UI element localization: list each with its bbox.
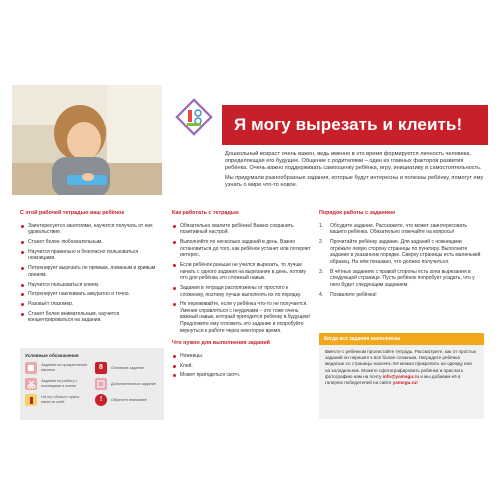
tip-heading: Когда все задания выполнены	[319, 333, 484, 345]
tip-body	[319, 345, 484, 390]
step-text: Прочитайте ребёнку задание. Для заданий с ножницами отрежьте левую сторону страницы по пунктиру. Выполните задание в указанном порядке. Сверху страницы есть маленький образец. На нём показано, что должно получиться.	[330, 238, 481, 265]
steps-list	[319, 223, 484, 299]
list-item: Потренирует наклеивать аккуратно и точно.	[20, 291, 162, 298]
legend-item	[25, 394, 89, 406]
steps-column	[319, 210, 484, 301]
list-item: Ножницы.	[172, 353, 312, 360]
list-item: Разовьёт глазомер.	[20, 301, 162, 308]
list-item: Научится пользоваться клеем.	[20, 282, 162, 289]
howto-column	[172, 210, 312, 382]
list-item: Станет более любознательным.	[20, 239, 162, 246]
list-item	[319, 292, 484, 299]
benefits-column	[20, 210, 162, 327]
list-item	[319, 223, 484, 236]
list-item: Научится правильно и безопасно пользоваться ножницами.	[20, 249, 162, 262]
attention-icon: !	[95, 394, 107, 406]
list-item: Если ребёнок раньше не учился вырезать, то лучше начать с одного задания на вырезание в день, потому что для ребёнка это сложный навык.	[172, 262, 312, 282]
benefits-heading: С этой рабочей тетрадью ваш ребёнок	[20, 210, 125, 216]
list-item: Станет более внимательным, научится концентрироваться на задании.	[20, 311, 162, 324]
needs-list	[172, 353, 312, 379]
child-photo	[12, 85, 162, 195]
list-item: Потренирует вырезать по прямым, ломаным и кривым линиям.	[20, 265, 162, 278]
list-item	[319, 239, 484, 265]
page-title: Я могу вырезать и клеить!	[234, 115, 463, 134]
step-number: 1.	[319, 222, 324, 229]
howto-list	[172, 223, 312, 335]
legend-box	[20, 348, 164, 420]
step-number: 3.	[319, 268, 324, 275]
step-text: В чётных заданиях с правой стороны есть зона вырезания в следующей странице. Пусть ребёнок попробует угадать, что у него будет следующим заданием.	[330, 268, 475, 288]
tip-text: и мы добавим её в галерею победителей на сайте	[325, 373, 461, 386]
step-number: 4.	[319, 291, 324, 298]
glue-icon	[25, 394, 37, 406]
list-item: Выполняйте по несколько заданий в день. Важно остановиться до того, как ребёнок устанет или потеряет интерес.	[172, 239, 312, 259]
list-item	[319, 269, 484, 289]
scissors-glue-logo-icon	[174, 97, 214, 137]
intro-paragraph: Мы придумали разнообразные задания, которые будут интересны и полезны ребёнку, помогут ему узнать о мире что-то новое.	[225, 174, 484, 188]
step-text: Обсудите задание. Расскажите, что может заинтересовать вашего ребёнка. Обязательно отвечайте на вопросы!	[330, 222, 468, 236]
title-banner	[222, 105, 488, 145]
step-number: 2.	[319, 238, 324, 245]
legend-grid	[25, 362, 159, 406]
legend-item	[95, 378, 159, 390]
tip-text: Можете сфотографировать ребёнка и прислать фотографию нам на почту	[325, 367, 464, 379]
legend-label: Основное задание	[111, 365, 144, 370]
sticker-icon	[25, 362, 37, 374]
legend-label: Обратите внимание!	[111, 397, 148, 402]
main-task-icon: 8	[95, 362, 107, 374]
tip-text: Наградите ребёнка медалью со страницы наклеек. Её можно прикрепить на одежду или на холодильник.	[325, 355, 472, 373]
tip-text: Вместе с ребёнком пролистайте тетрадь. Рассмотрите, как от простых заданий он перешёл к всё более сложным.	[325, 349, 477, 361]
list-item: Не переживайте, если у ребёнка что-то не получается. Умение справляться с неудачами – это тоже очень важный навык, который пригодится ребёнку в будущем! Предложите ему отложить это задание и попробуйте вернуться к работе через некоторое время.	[172, 301, 312, 334]
list-item: Клей.	[172, 363, 312, 370]
legend-label: На эту область нужно нанести клей	[41, 395, 80, 404]
intro-paragraph: Дошкольный возраст очень важен, ведь именно в это время формируется личность человека, определяющая его будущее. Общение с родителями – один из главных факторов развития ребёнка. Очень важно поддерживать самооценку ребёнка, игру, инициативу и самостоятельность.	[225, 151, 482, 172]
legend-item	[95, 362, 159, 374]
legend-title: Условные обозначения	[25, 353, 79, 358]
step-text: Похвалите ребёнка!	[330, 291, 377, 298]
benefits-list	[20, 223, 162, 324]
legend-label: Дополнительное задание	[111, 381, 157, 386]
intro-text	[225, 151, 487, 189]
email-link[interactable]: info@yamogu.ru	[382, 373, 420, 379]
list-item: Может пригодиться скотч.	[172, 372, 312, 379]
workbook-page	[12, 85, 488, 419]
legend-label: Задание на прикрепление наклеек	[41, 363, 88, 372]
scissors-icon	[25, 378, 37, 390]
extra-task-icon	[95, 378, 107, 390]
steps-heading: Порядок работы с заданием	[319, 210, 395, 216]
legend-item	[25, 378, 89, 390]
needs-heading: Что нужно для выполнения заданий	[172, 340, 270, 347]
howto-heading: Как работать с тетрадью	[172, 210, 239, 216]
legend-item	[25, 362, 89, 374]
completion-tip-box	[319, 333, 484, 419]
list-item: Обязательно хвалите ребёнка! Важно сохранить позитивный настрой.	[172, 223, 312, 236]
list-item: Заинтересуется занятиями, научится получать от них удовольствие.	[20, 223, 162, 236]
legend-label: Задание на работу с ножницами и клеем	[41, 379, 78, 388]
site-link[interactable]: yamogu.ru!	[392, 380, 418, 386]
legend-item	[95, 394, 159, 406]
list-item: Задания в тетради расположены от простого к сложному, поэтому лучше выполнять их по порядку.	[172, 285, 312, 298]
